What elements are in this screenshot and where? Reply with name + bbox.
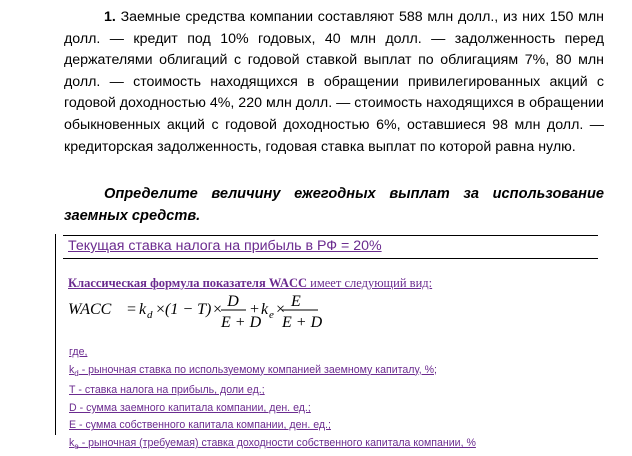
formula-frac1-num: D [227,293,239,310]
def-t[interactable]: Т - ставка налога на прибыль, доли ед.; [69,384,265,397]
left-border-line [55,234,56,435]
formula-eq: = [126,301,137,318]
wacc-formula-svg [68,287,338,335]
def-kd[interactable] [69,362,476,383]
formula-frac1-den: E + D [221,314,262,331]
def-ke-sub: e [74,442,79,452]
formula-ke: k [261,301,269,318]
def-where[interactable]: где, [69,346,88,358]
formula-frac2-den: E + D [282,314,323,331]
def-ke[interactable] [69,435,476,456]
formula-times3: × [275,301,286,318]
formula-frac2-num: E [291,293,301,310]
divider-top [63,235,598,236]
formula-ke-sub: e [269,309,274,321]
def-e[interactable]: E - сумма собственного капитала компании, ден. ед.; [69,419,331,432]
problem-text [64,7,604,158]
formula-times1: × [155,301,166,318]
definitions-list [69,344,476,456]
def-ke-symbol: k [69,437,75,450]
wacc-title-bold: Классическая формула показателя WACC [68,276,308,290]
wacc-formula [68,287,338,335]
def-kd-sub: d [74,368,79,378]
def-kd-symbol: k [69,363,75,376]
formula-plus: + [249,301,260,318]
formula-times2: × [212,301,223,318]
problem-body: Заемные средства компании составляют 588 млн долл., из них 150 млн долл. — кредит под 10% годовых, 40 млн долл. — задолженность перед держателями облигаций с годовой ставкой выплат по облигациям 7%, 80 млн долл. — стоимость находящихся в обращении привилегированных акций с годовой доходностью 4%, 220 млн долл. — стоимость находящихся в обращении обыкновенных акций с годовой доходностью 6%, оставшиеся 98 млн долл. — кредиторская задолженность, годовая ставка выплат по которой равна нулю. [64,9,604,155]
task-text: Определите величину ежегодных выплат за использование заемных средств. [64,186,604,224]
problem-number: 1. [104,9,116,25]
def-kd-text: - рыночная ставка по используемому компанией заемному капиталу, %; [78,363,437,376]
formula-lhs: WACC [68,301,112,318]
def-ke-text: - рыночная (требуемая) ставка доходности собственного капитала компании, % [78,437,476,450]
wacc-title-rest: имеет следующий вид: [307,276,433,290]
tax-rate-link[interactable]: Текущая ставка налога на прибыль в РФ = 20% [68,238,382,254]
formula-kd: k [139,301,147,318]
formula-one-minus-t: (1 − T) [165,301,212,318]
formula-kd-sub: d [147,309,153,321]
def-d[interactable]: D - сумма заемного капитала компании, ден. ед.; [69,401,311,414]
divider-mid [63,258,598,259]
